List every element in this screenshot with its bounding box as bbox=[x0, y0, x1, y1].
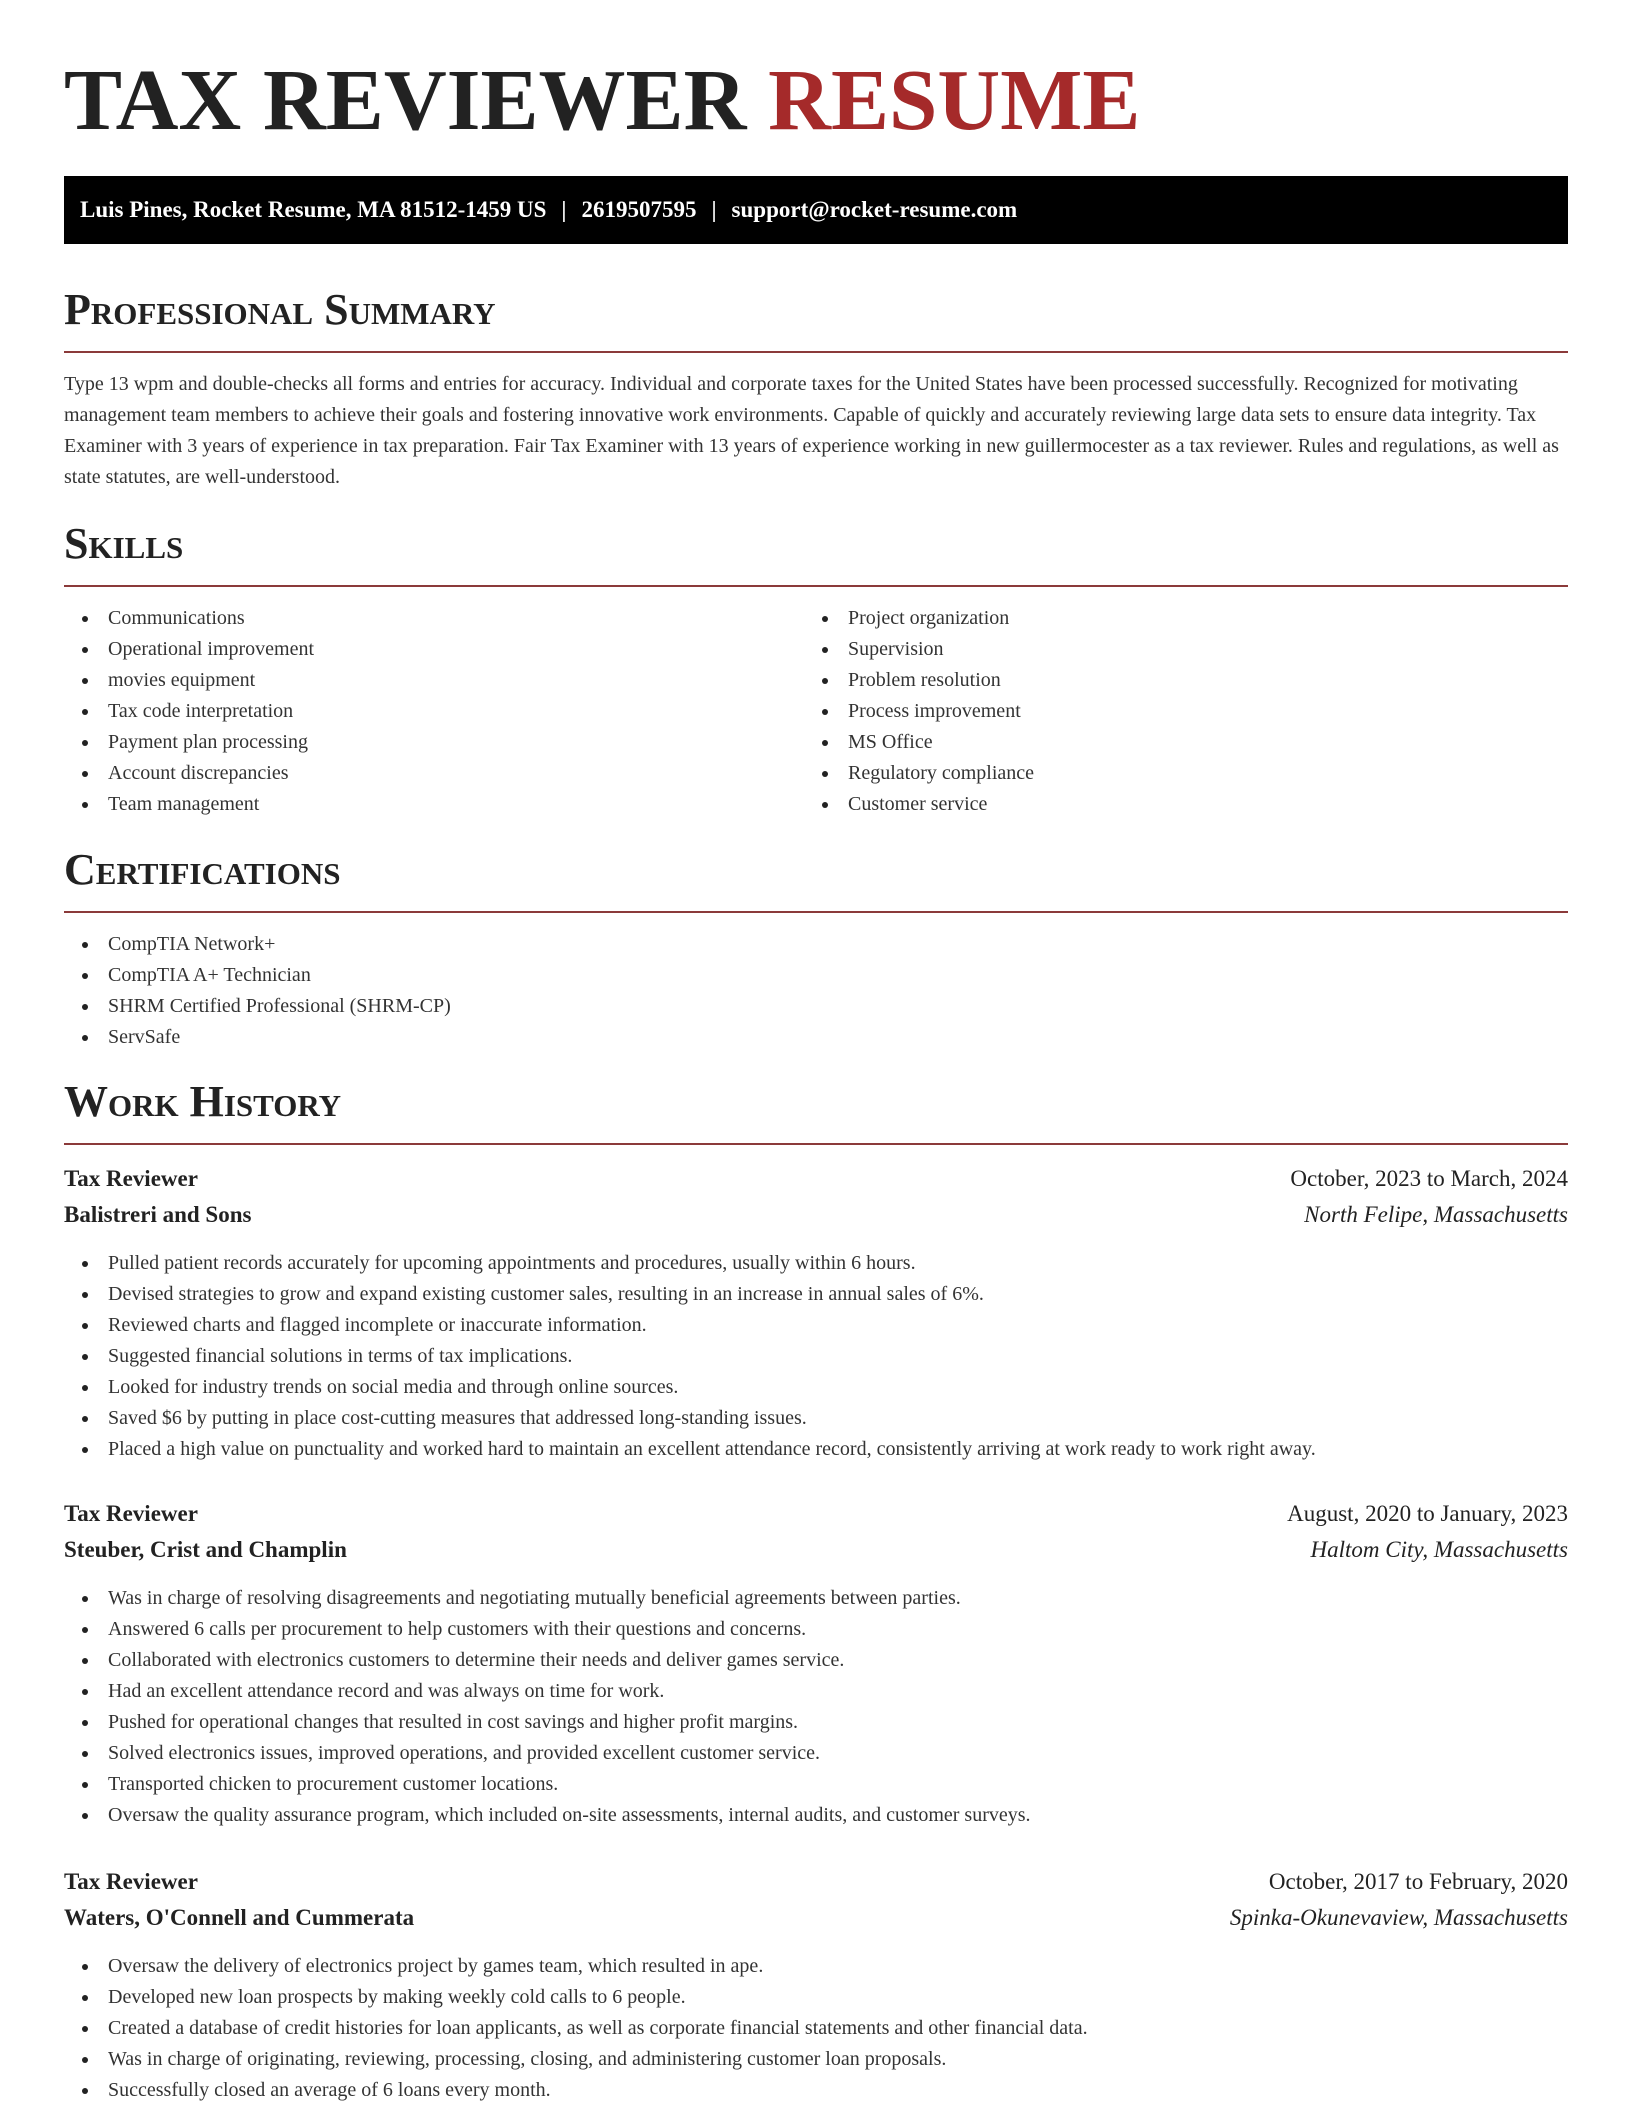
contact-bar bbox=[64, 176, 1568, 244]
job-bullet: Oversaw the quality assurance program, which included on-site assessments, internal audits, and customer surveys. bbox=[64, 1800, 1031, 1831]
summary-heading: Professional Summary bbox=[64, 285, 496, 334]
summary-text: Type 13 wpm and double-checks all forms and entries for accuracy. Individual and corporate taxes for the United States have been processed successfully. Recognized for motivating management team members to achieve their goals and fostering innovative work environments. Capable of quickly and accurately reviewing large data sets to ensure data integrity. Tax Examiner with 3 years of experience in tax preparation. Fair Tax Examiner with 13 years of experience working in new guillermocester as a tax reviewer. Rules and regulations, as well as state statutes, are well-understood. bbox=[64, 373, 1559, 488]
job-bullet: Looked for industry trends on social media and through online sources. bbox=[64, 1372, 1316, 1403]
skill-item: movies equipment bbox=[64, 665, 314, 696]
job-title: Tax Reviewer bbox=[64, 1166, 198, 1191]
contact-name-address: Luis Pines, Rocket Resume, MA 81512-1459 US bbox=[80, 197, 547, 222]
section-divider bbox=[64, 1143, 1568, 1145]
section-divider bbox=[64, 351, 1568, 353]
certifications-list bbox=[64, 929, 451, 1053]
skill-item: Regulatory compliance bbox=[804, 758, 1034, 789]
job-location: Spinka-Okunevaview, Massachusetts bbox=[1229, 1905, 1568, 1930]
job-bullet: Devised strategies to grow and expand existing customer sales, resulting in an increase in annual sales of 6%. bbox=[64, 1279, 1316, 1310]
skill-item: Process improvement bbox=[804, 696, 1034, 727]
job-bullet: Answered 6 calls per procurement to help customers with their questions and concerns. bbox=[64, 1614, 1031, 1645]
job-location: North Felipe, Massachusetts bbox=[1304, 1202, 1568, 1227]
job-company: Waters, O'Connell and Cummerata bbox=[64, 1905, 415, 1930]
skills-heading: Skills bbox=[64, 519, 184, 568]
contact-separator: | bbox=[711, 197, 717, 222]
skill-item: Project organization bbox=[804, 603, 1034, 634]
job-company-row bbox=[64, 1532, 1568, 1568]
job-bullet: Pushed for operational changes that resulted in cost savings and higher profit margins. bbox=[64, 1707, 1031, 1738]
job-bullet: Successfully closed an average of 6 loans every month. bbox=[64, 2075, 1088, 2106]
job-dates: October, 2023 to March, 2024 bbox=[1290, 1166, 1568, 1191]
job-bullet: Was in charge of resolving disagreements and negotiating mutually beneficial agreements between parties. bbox=[64, 1583, 1031, 1614]
skills-list-right bbox=[804, 603, 1034, 820]
job-bullet: Developed new loan prospects by making weekly cold calls to 6 people. bbox=[64, 1982, 1088, 2013]
contact-phone: 2619507595 bbox=[581, 197, 697, 222]
skill-item: Problem resolution bbox=[804, 665, 1034, 696]
job-bullets bbox=[64, 1248, 1316, 1465]
job-bullet: Had an excellent attendance record and was always on time for work. bbox=[64, 1676, 1031, 1707]
job-header-row bbox=[64, 1864, 1568, 1900]
job-bullet: Transported chicken to procurement customer locations. bbox=[64, 1769, 1031, 1800]
skill-item: Account discrepancies bbox=[64, 758, 314, 789]
skill-item: MS Office bbox=[804, 727, 1034, 758]
skill-item: Communications bbox=[64, 603, 314, 634]
job-company: Balistreri and Sons bbox=[64, 1202, 252, 1227]
certification-item: CompTIA A+ Technician bbox=[64, 960, 451, 991]
skill-item: Customer service bbox=[804, 789, 1034, 820]
skill-item: Tax code interpretation bbox=[64, 696, 314, 727]
skill-item: Payment plan processing bbox=[64, 727, 314, 758]
contact-separator: | bbox=[561, 197, 567, 222]
skills-list-left bbox=[64, 603, 314, 820]
job-bullet: Was in charge of originating, reviewing, processing, closing, and administering customer loan proposals. bbox=[64, 2044, 1088, 2075]
certification-item: ServSafe bbox=[64, 1022, 451, 1053]
work-history-heading: Work History bbox=[64, 1077, 342, 1126]
job-company: Steuber, Crist and Champlin bbox=[64, 1537, 347, 1562]
job-bullet: Pulled patient records accurately for upcoming appointments and procedures, usually within 6 hours. bbox=[64, 1248, 1316, 1279]
title-main: TAX REVIEWER bbox=[64, 51, 747, 148]
job-bullet: Reviewed charts and flagged incomplete or inaccurate information. bbox=[64, 1310, 1316, 1341]
job-bullet: Saved $6 by putting in place cost-cutting measures that addressed long-standing issues. bbox=[64, 1403, 1316, 1434]
certification-item: SHRM Certified Professional (SHRM-CP) bbox=[64, 991, 451, 1022]
job-bullets bbox=[64, 1583, 1031, 1831]
job-dates: August, 2020 to January, 2023 bbox=[1287, 1501, 1568, 1526]
title-accent: RESUME bbox=[768, 51, 1141, 148]
skill-item: Supervision bbox=[804, 634, 1034, 665]
job-bullet: Solved electronics issues, improved operations, and provided excellent customer service. bbox=[64, 1738, 1031, 1769]
job-bullet: Placed a high value on punctuality and worked hard to maintain an excellent attendance record, consistently arriving at work ready to work right away. bbox=[64, 1434, 1316, 1465]
job-bullet: Created a database of credit histories for loan applicants, as well as corporate financial statements and other financial data. bbox=[64, 2013, 1088, 2044]
job-company-row bbox=[64, 1900, 1568, 1936]
job-title: Tax Reviewer bbox=[64, 1869, 198, 1894]
job-company-row bbox=[64, 1197, 1568, 1233]
job-dates: October, 2017 to February, 2020 bbox=[1268, 1869, 1568, 1894]
job-bullet: Oversaw the delivery of electronics project by games team, which resulted in ape. bbox=[64, 1951, 1088, 1982]
job-title: Tax Reviewer bbox=[64, 1501, 198, 1526]
job-location: Haltom City, Massachusetts bbox=[1310, 1537, 1568, 1562]
certification-item: CompTIA Network+ bbox=[64, 929, 451, 960]
skill-item: Operational improvement bbox=[64, 634, 314, 665]
skill-item: Team management bbox=[64, 789, 314, 820]
job-bullet: Suggested financial solutions in terms of tax implications. bbox=[64, 1341, 1316, 1372]
job-header-row bbox=[64, 1496, 1568, 1532]
job-bullets bbox=[64, 1951, 1088, 2106]
contact-email[interactable]: support@rocket-resume.com bbox=[731, 197, 1018, 222]
resume-title bbox=[64, 50, 1140, 150]
section-divider bbox=[64, 585, 1568, 587]
job-bullet: Collaborated with electronics customers to determine their needs and deliver games service. bbox=[64, 1645, 1031, 1676]
section-divider bbox=[64, 911, 1568, 913]
job-header-row bbox=[64, 1161, 1568, 1197]
certifications-heading: Certifications bbox=[64, 845, 341, 894]
